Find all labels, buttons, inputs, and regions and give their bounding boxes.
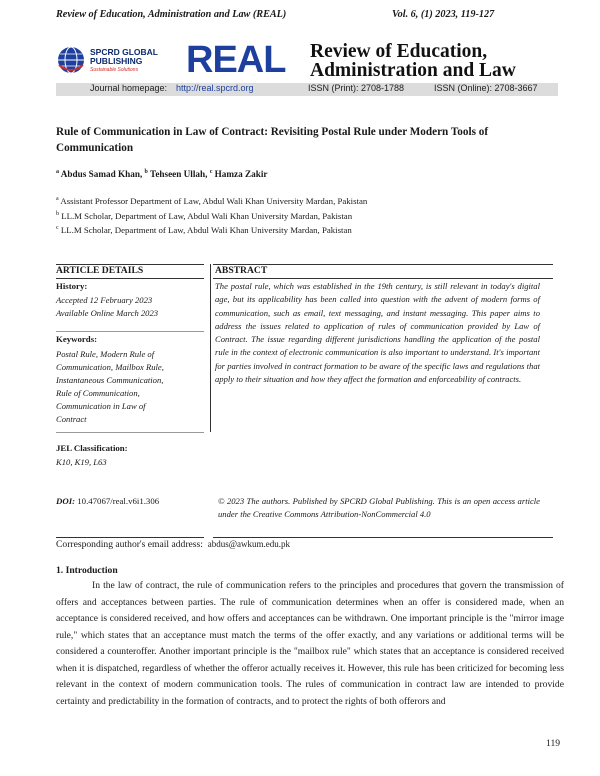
jel-label: JEL Classification:	[56, 443, 128, 453]
abstract-header: ABSTRACT	[215, 265, 268, 276]
keyword-line: Communication in Law of	[56, 401, 146, 411]
journal-acronym: REAL	[186, 39, 286, 81]
divider	[213, 278, 553, 279]
doi-link[interactable]: 10.47067/real.v6i1.306	[77, 496, 160, 506]
issn-print: ISSN (Print): 2708-1788	[308, 83, 405, 93]
homepage-link[interactable]: http://real.spcrd.org	[176, 83, 254, 93]
running-header-journal: Review of Education, Administration and Law (REAL)	[56, 9, 287, 20]
license-text: © 2023 The authors. Published by SPCRD Global Publishing. This is an open access article under the Creative Commons Attribution-NonCommercial 4.0	[218, 496, 540, 519]
homepage-label: Journal homepage:	[90, 83, 168, 93]
abstract-text: The postal rule, which was established in the 19th century, is still relevant in today's digital age, but its applicability has been called into question with the advent of modern forms of communication, such as email, text messaging, and instant messaging. This paper aims to address the issues related to application of rules of communication provided by Law of Contract. The issue regarding different jurisdictions handling the application of the postal rule in the context of electronic communication is also important to understand. It's important for parties involved in contract formation to be aware of the specific laws and regulations that apply to their situation and how they affect the formation and enforceability of contracts.	[215, 281, 540, 385]
divider	[56, 278, 204, 279]
author-name: Hamza Zakir	[214, 169, 268, 180]
divider	[56, 331, 204, 332]
author-email[interactable]: abdus@awkum.edu.pk	[207, 539, 291, 549]
available-date: Available Online March 2023	[56, 308, 159, 318]
journal-info-bar	[56, 83, 558, 96]
page-number: 119	[546, 738, 561, 749]
affiliation: $^a$ Assistant Professor Department of Law, Abdul Wali Khan University Mardan, Pakistan	[56, 196, 368, 206]
accepted-date: Accepted 12 February 2023	[56, 295, 153, 305]
keyword-line: Contract	[56, 414, 87, 424]
keyword-line: Rule of Communication,	[56, 388, 140, 398]
globe-logo-icon	[56, 45, 86, 75]
keyword-line: Communication, Mailbox Rule,	[56, 362, 164, 372]
affiliation: $^c$ LL.M Scholar, Department of Law, Abdul Wali Khan University Mardan, Pakistan	[56, 225, 352, 235]
introduction-text: In the law of contract, the rule of communication refers to the principles and procedures that govern the transmission of offers and acceptances between parties. The rule of communication determines when an offer is considered made, when an acceptance is considered received, and how offers and acceptances can be withdrawn. One important principle is the "mirror image rule," which states that an acceptance must match the terms of the offer exactly, and any variations or additional terms will be considered a counteroffer. Another important principle is the "mailbox rule" which states that an acceptance is considered received when it is dispatched, regardless of whether the offeror actually receives it. However, this rule has been criticized for becoming less relevant in the context of modern communication tools. The rules of communication in contract law are intended to provide certainty and predictability in the formation of contracts, and to protect the rights of both offerors and	[56, 580, 564, 707]
corresponding-author: Corresponding author's email address: abdus@awkum.edu.pk	[56, 539, 291, 550]
author-name: Abdus Samad Khan,	[60, 169, 143, 180]
divider	[213, 537, 553, 538]
keyword-line: Postal Rule, Modern Rule of	[56, 349, 155, 359]
journal-title: Review of Education, Administration and Law	[310, 41, 516, 81]
article-title: Rule of Communication in Law of Contract: Revisiting Postal Rule under Modern Tools of Communication	[56, 126, 489, 154]
author-list: $^a$ Abdus Samad Khan, $^b$ Tehseen Ullah, $^c$ Hamza Zakir	[56, 169, 268, 180]
running-header-volume: Vol. 6, (1) 2023, 119-127	[392, 9, 495, 20]
jel-codes: K10, K19, L63	[56, 457, 107, 467]
keywords-label: Keywords:	[56, 334, 98, 344]
history-label: History:	[56, 281, 88, 291]
divider	[56, 432, 204, 433]
affiliation: $^b$ LL.M Scholar, Department of Law, Abdul Wali Khan University Mardan, Pakistan	[56, 211, 353, 221]
divider	[56, 537, 204, 538]
doi: DOI: 10.47067/real.v6i1.306	[56, 496, 160, 506]
author-name: Tehseen Ullah,	[150, 169, 208, 180]
keywords-list	[56, 348, 206, 426]
issn-online: ISSN (Online): 2708-3667	[434, 83, 538, 93]
publisher-name: SPCRD GLOBAL PUBLISHING Sustainable Solutions	[90, 47, 158, 73]
keyword-line: Instantaneous Communication,	[56, 375, 164, 385]
column-divider	[210, 264, 211, 432]
journal-banner	[56, 39, 560, 82]
article-details-header: ARTICLE DETAILS	[56, 265, 144, 276]
section-heading: 1. Introduction	[56, 565, 118, 576]
